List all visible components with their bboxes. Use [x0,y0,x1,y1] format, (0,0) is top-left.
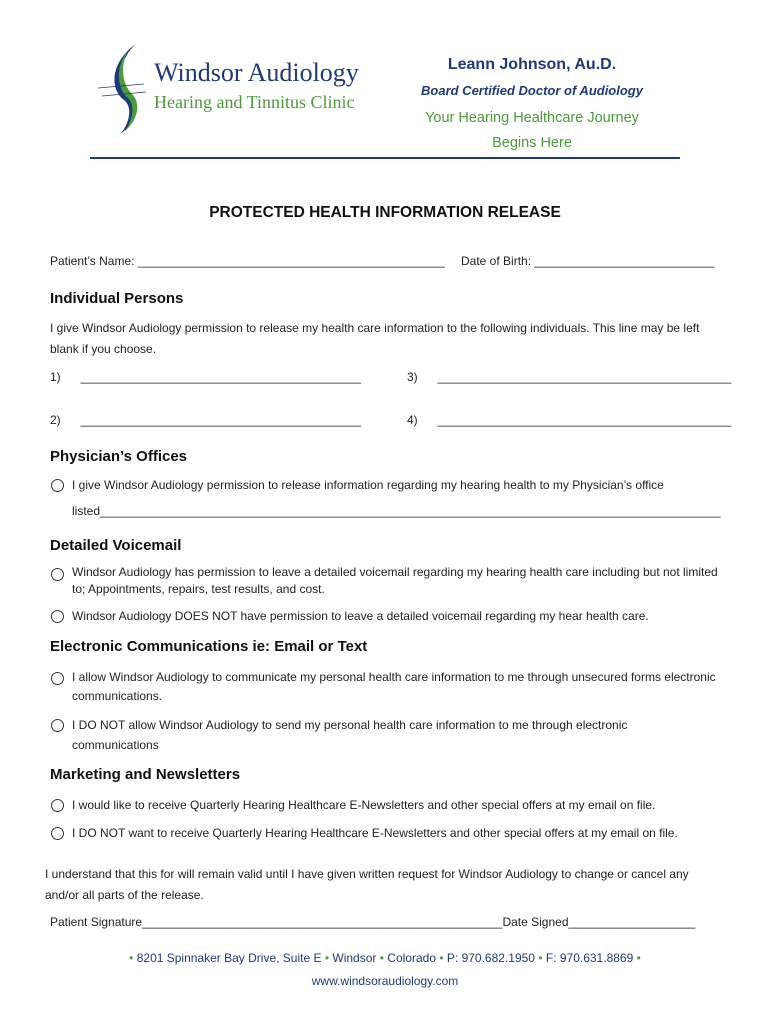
footer-contact [0,951,770,965]
voicemail-permission-label: Windsor Audiology has permission to leave a detailed voicemail regarding my hearing health care including but not limited to; Appointments, repairs, test results, and cost. [72,565,718,596]
bullet-icon: • [439,951,444,965]
brand-subtitle: Hearing and Tinnitus Clinic [154,92,355,112]
individual-line-3[interactable]: 3) ____________________________________________ [407,370,732,384]
header-divider [90,157,680,159]
detailed-voicemail-heading: Detailed Voicemail [50,537,182,554]
signature-date-line[interactable]: Patient Signature______________________________________________________Date Signed___________________ [50,915,696,929]
footer-city: Windsor [332,951,377,965]
doctor-name: Leann Johnson, Au.D. [447,56,617,73]
physician-release-label: I give Windsor Audiology permission to release information regarding my hearing health to my Physician’s office [72,478,664,492]
footer-address: 8201 Spinnaker Bay Drive, Suite E [136,951,322,965]
doctor-title: Board Certified Doctor of Audiology [421,83,643,98]
electronic-communications-heading: Electronic Communications ie: Email or Text [50,638,368,655]
electronic-disallow-radio[interactable] [51,719,64,732]
brand-name: Windsor Audiology [154,58,359,87]
marketing-heading: Marketing and Newsletters [50,766,241,783]
physician-release-radio[interactable] [51,479,64,492]
voicemail-no-permission-radio[interactable] [51,610,64,623]
bullet-icon: • [324,951,330,965]
footer-website[interactable]: www.windsoraudiology.com [311,974,459,988]
tagline-line2: Begins Here [492,135,572,151]
validity-statement: I understand that this for will remain valid until I have given written request for Windsor Audiology to change or cancel any and/or all parts of the release. [45,867,689,902]
individual-line-4[interactable]: 4) ____________________________________________ [407,413,732,427]
individual-persons-text: I give Windsor Audiology permission to release my health care information to the following individuals. This line may be left blank if you choose. [50,321,700,356]
footer-phone: P: 970.682.1950 [446,951,535,965]
individual-line-1[interactable]: 1) __________________________________________ [50,370,361,384]
bullet-icon: • [379,951,384,965]
electronic-allow-label: I allow Windsor Audiology to communicate my personal health care information to me through unsecured forms electronic communications. [72,670,716,703]
tagline [395,106,669,156]
newsletter-optin-label: I would like to receive Quarterly Hearing Healthcare E-Newsletters and other special offers at my email on file. [72,798,656,812]
newsletter-optin-radio[interactable] [51,799,64,812]
logo-swoosh-icon [98,40,148,138]
electronic-allow-radio[interactable] [51,672,64,685]
newsletter-optout-label: I DO NOT want to receive Quarterly Hearing Healthcare E-Newsletters and other special offers at my email on file. [72,826,678,840]
patient-name-field[interactable]: Patient’s Name: ______________________________________________ [50,254,445,268]
individual-persons-heading: Individual Persons [50,290,184,307]
footer-state: Colorado [387,951,436,965]
physician-listed-field[interactable]: listed_____________________________________________________________________________________________ [72,504,721,518]
bullet-icon: • [538,951,543,965]
electronic-disallow-label: I DO NOT allow Windsor Audiology to send my personal health care information to me through electronic communications [72,718,628,752]
voicemail-permission-radio[interactable] [51,568,64,581]
bullet-icon: • [636,951,641,965]
tagline-line1: Your Hearing Healthcare Journey [425,110,639,126]
individual-line-2[interactable]: 2) __________________________________________ [50,413,361,427]
date-of-birth-field[interactable]: Date of Birth: ___________________________ [461,254,715,268]
physician-offices-heading: Physician’s Offices [50,448,188,465]
bullet-icon: • [129,951,134,965]
newsletter-optout-radio[interactable] [51,827,64,840]
voicemail-no-permission-label: Windsor Audiology DOES NOT have permission to leave a detailed voicemail regarding my hear health care. [72,609,649,623]
footer-fax: F: 970.631.8869 [545,951,634,965]
form-title: PROTECTED HEALTH INFORMATION RELEASE [209,204,561,221]
